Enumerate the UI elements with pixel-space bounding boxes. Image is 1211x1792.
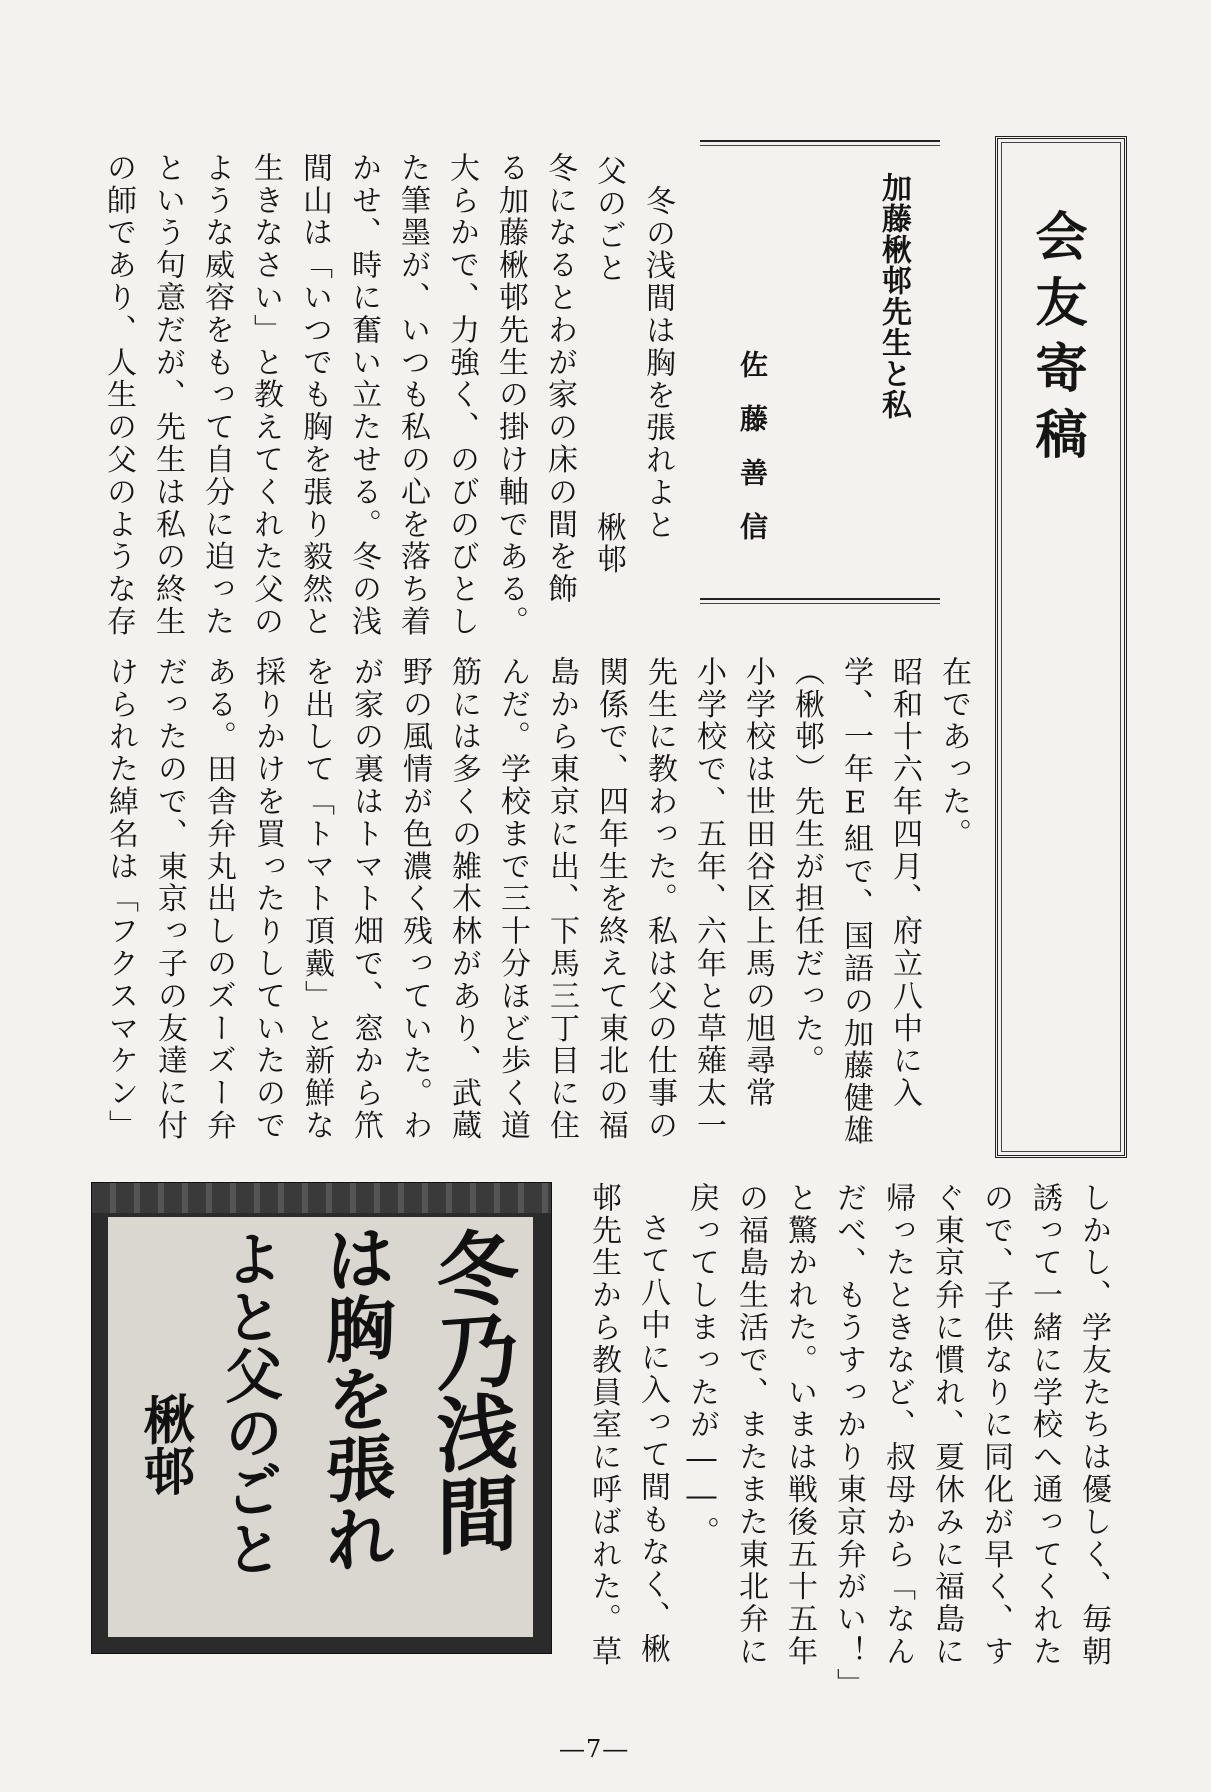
text-column: の福島生活で、またまた東北弁に	[733, 1182, 768, 1668]
text-column: 冬になるとわが家の床の間を飾	[542, 152, 577, 606]
text-column: という句意だが、先生は私の終生	[150, 152, 185, 638]
text-column: だったので、東京っ子の友達に付	[152, 656, 187, 1142]
text-column: 間山は「いつでも胸を張り毅然と	[297, 152, 332, 638]
text-column: 冬の浅間は胸を張れよと	[640, 185, 675, 542]
calligraphy-photo	[91, 1182, 552, 1654]
text-column: 昭和十六年四月、府立八中に入	[887, 656, 922, 1110]
text-column: 島から東京に出、下馬三丁目に住	[544, 656, 579, 1142]
scroll-border	[92, 1183, 551, 1213]
text-column: る加藤楸邨先生の掛け軸である。	[493, 152, 528, 638]
text-column: けられた綽名は「フクスマケン」	[103, 656, 138, 1142]
text-column: た筆墨が、いつも私の心を落ち着	[395, 152, 430, 638]
text-column: を出して「トマト頂戴」と新鮮な	[299, 656, 334, 1142]
page-number: ―7―	[560, 1735, 630, 1763]
article-author: 佐藤善信	[736, 350, 769, 566]
calligraphy-line: 冬乃浅間	[423, 1223, 519, 1559]
text-column: 在であった。	[936, 656, 971, 851]
section-title-box	[995, 136, 1127, 1158]
text-column: 筋には多くの雑木林があり、武蔵	[446, 656, 481, 1142]
text-column: の師であり、人生の父のような存	[101, 152, 136, 638]
section-title: 会友寄稿	[1026, 209, 1086, 473]
text-column: しかし、学友たちは優しく、毎朝	[1076, 1182, 1111, 1668]
text-column: （楸邨）先生が担任だった。	[789, 656, 824, 1078]
text-column: 先生に教わった。私は父の仕事の	[642, 656, 677, 1142]
title-top-rule	[700, 140, 940, 142]
text-column: 戻ってしまったが――。	[684, 1182, 719, 1549]
text-column: んだ。学校まで三十分ほど歩く道	[495, 656, 530, 1142]
calligraphy-signature: 楸邨	[134, 1390, 195, 1500]
text-column: ある。田舎弁丸出しのズーズー弁	[201, 656, 236, 1142]
text-column: 誘って一緒に学校へ通ってくれた	[1027, 1182, 1062, 1668]
text-column: 野の風情が色濃く残っていた。わ	[397, 656, 432, 1142]
text-column: 小学校は世田谷区上馬の旭尋常	[740, 656, 775, 1110]
text-column: 小学校で、五年、六年と草薙太一	[691, 656, 726, 1142]
text-column: ので、子供なりに同化が早く、す	[978, 1182, 1013, 1668]
article-title: 加藤楸邨先生と私	[876, 172, 911, 420]
text-column: ような威容をもって自分に迫った	[199, 152, 234, 638]
text-column: 生きなさい」と教えてくれた父の	[248, 152, 283, 638]
text-column: 採りかけを買ったりしていたので	[250, 656, 285, 1142]
calligraphy-line: よと父のごと	[215, 1226, 283, 1580]
calligraphy-paper	[108, 1217, 533, 1637]
text-column: 大らかで、力強く、のびのびとし	[444, 152, 479, 638]
text-column: 関係で、四年生を終えて東北の福	[593, 656, 628, 1142]
text-column: ぐ東京弁に慣れ、夏休みに福島に	[929, 1182, 964, 1668]
title-bottom-rule	[700, 598, 940, 600]
text-column: かせ、時に奮い立たせる。冬の浅	[346, 152, 381, 638]
calligraphy-line: は胸を張れ	[314, 1220, 397, 1576]
text-column: 邨先生から教員室に呼ばれた。草	[586, 1182, 621, 1668]
text-column: 父のごと 楸邨	[591, 155, 626, 577]
text-column: 学、一年E組で、国語の加藤健雄	[838, 656, 873, 1147]
text-column: 帰ったときなど、叔母から「なん	[880, 1182, 915, 1668]
text-column: さて八中に入って間もなく、楸	[635, 1212, 670, 1666]
text-column: が家の裏はトマト畑で、窓から笊	[348, 656, 383, 1142]
text-column: だべ、もうすっかり東京弁がい！」	[831, 1182, 866, 1701]
text-column: と驚かれた。いまは戦後五十五年	[782, 1182, 817, 1668]
